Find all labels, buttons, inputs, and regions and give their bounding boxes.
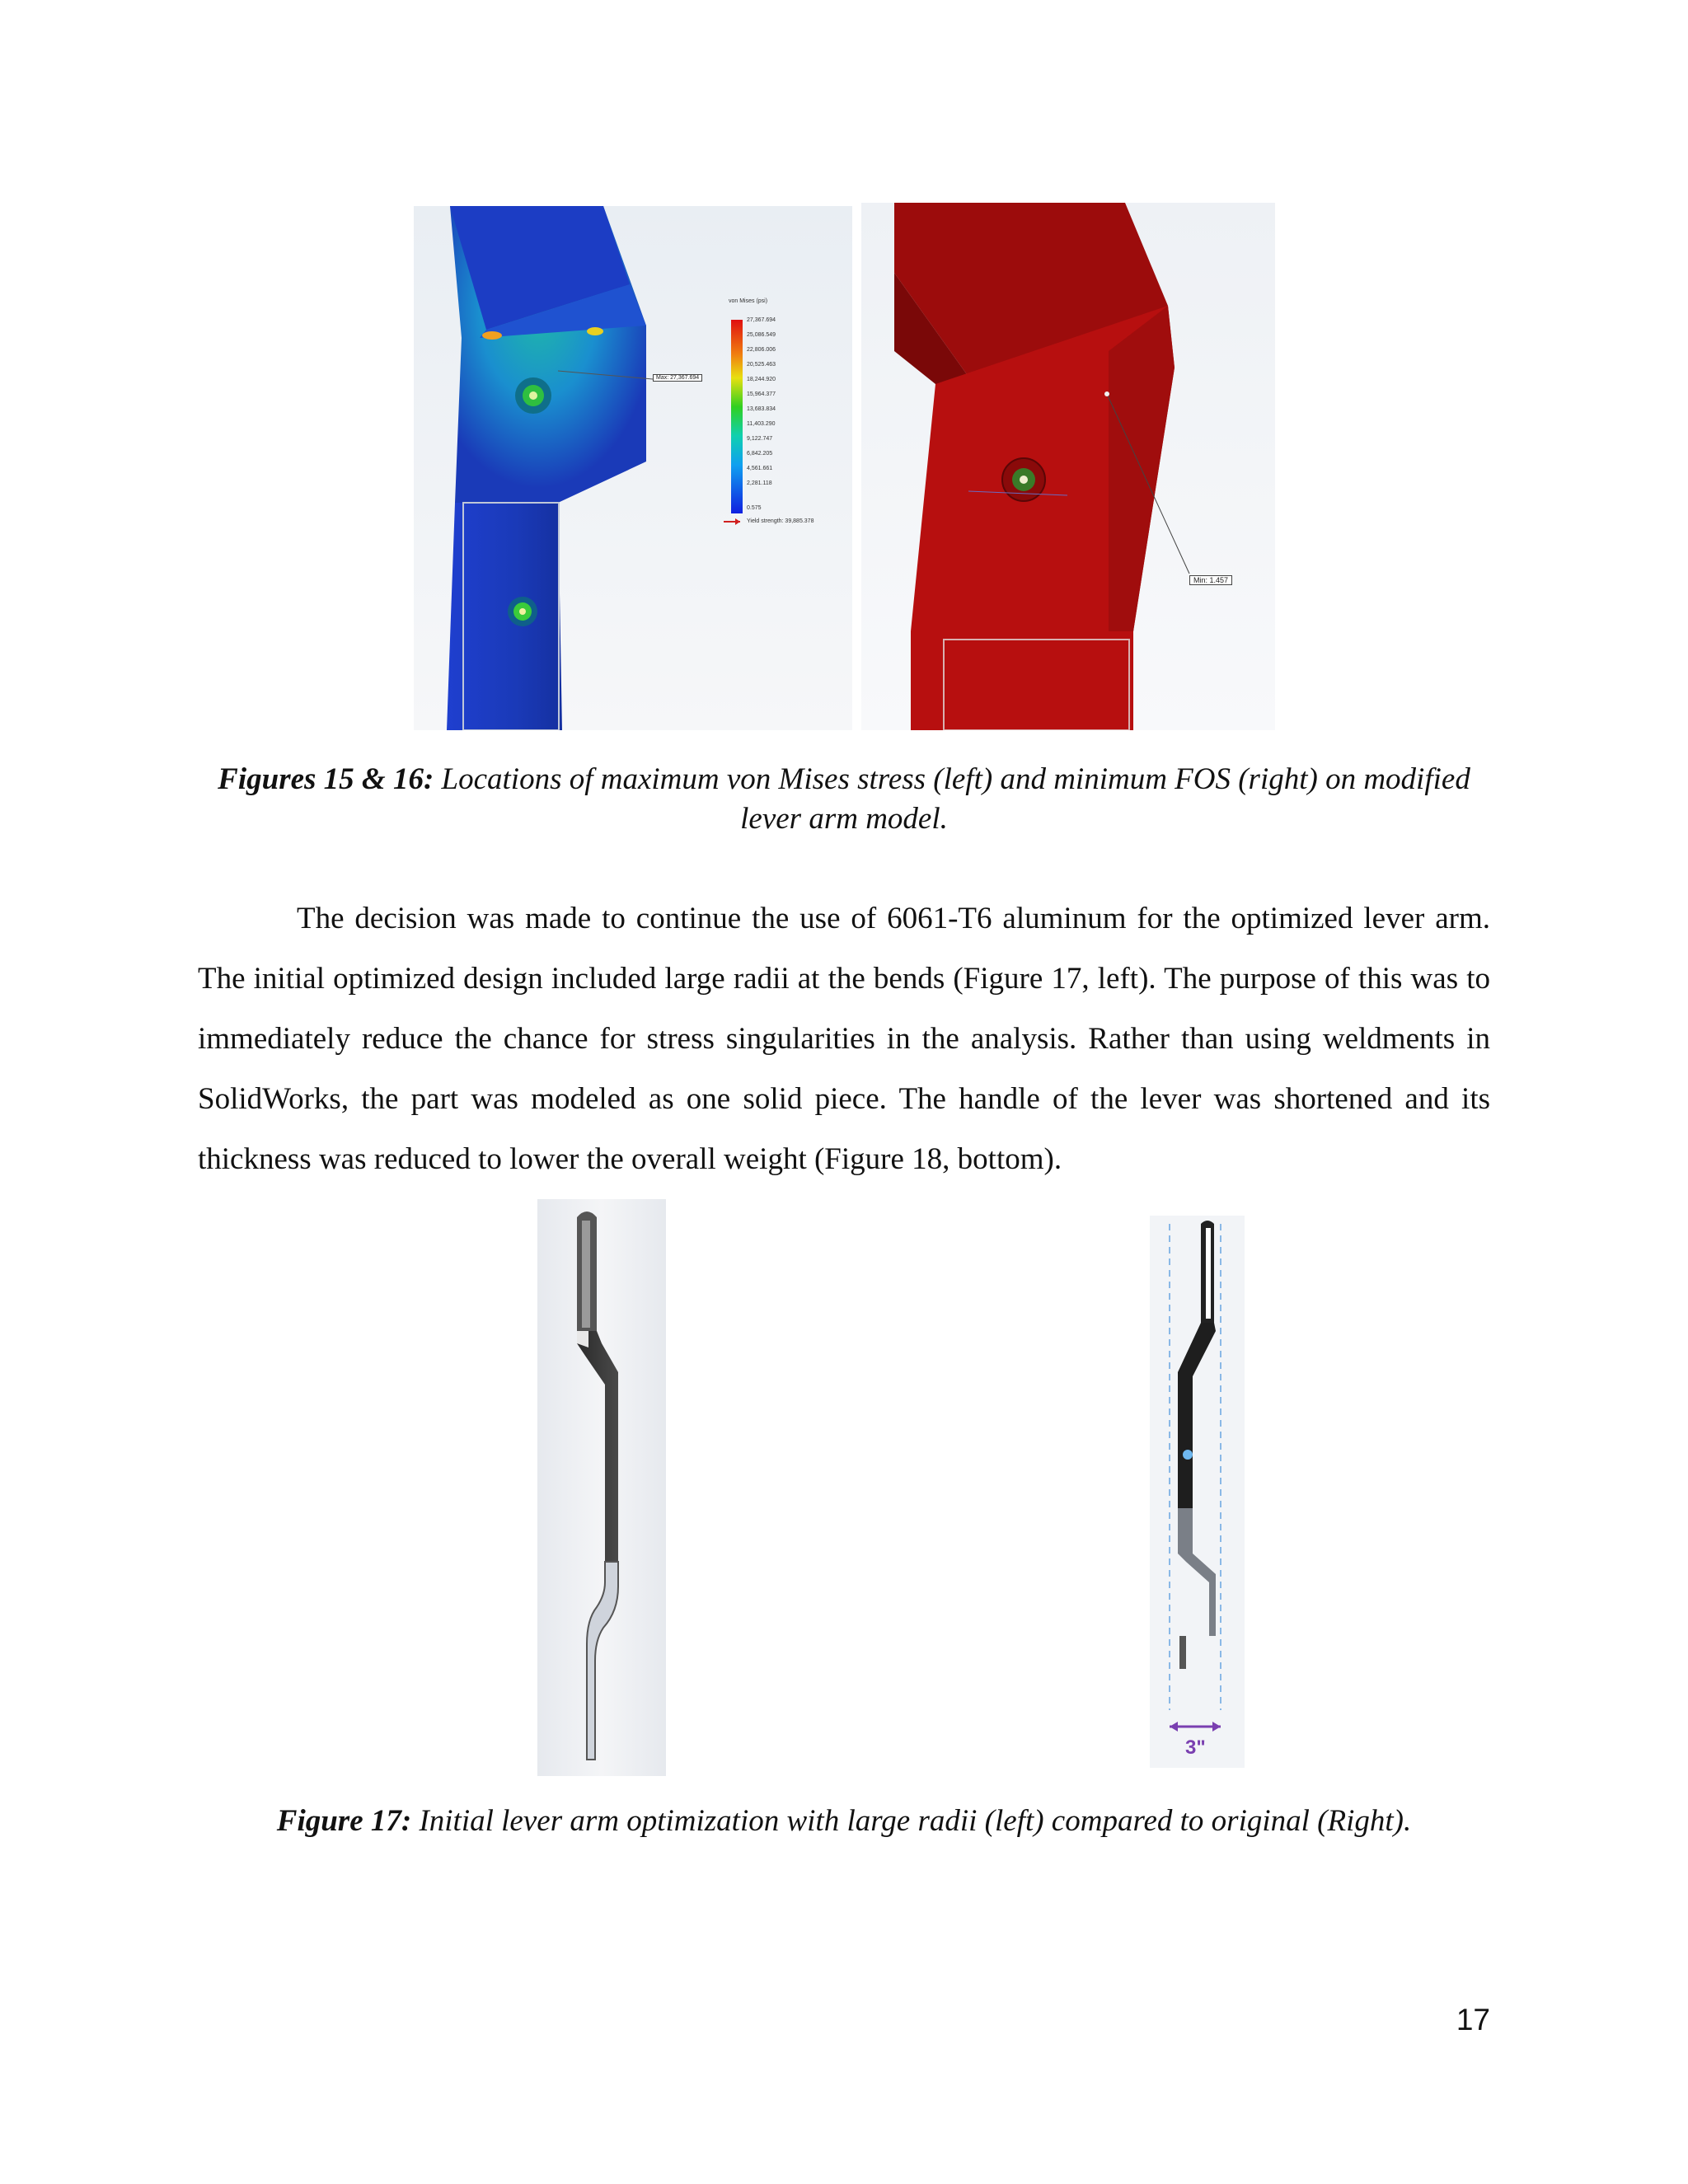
caption-label: Figures 15 & 16: <box>218 762 434 796</box>
body-paragraph <box>198 888 1490 1189</box>
figure-15-16-caption <box>198 760 1490 839</box>
caption-text: Initial lever arm optimization with large radii (left) compared to original (Right). <box>411 1804 1412 1838</box>
stress-legend-tick: 27,367.694 <box>747 317 776 323</box>
fos-plot-graphic <box>861 203 1275 730</box>
caption-text: Locations of maximum von Mises stress (left) and minimum FOS (right) on modified lever arm model. <box>434 762 1470 836</box>
stress-legend-tick: 2,281.118 <box>747 480 772 486</box>
stress-legend-tick: 0.575 <box>747 505 762 511</box>
stress-legend-tick: 18,244.920 <box>747 377 776 382</box>
page-number: 17 <box>1456 2003 1490 2036</box>
stress-legend-title: von Mises (psi) <box>729 298 768 304</box>
figure-16-fos-plot <box>861 203 1275 730</box>
stress-legend-tick: 4,561.661 <box>747 466 773 471</box>
stress-legend-tick: 13,683.834 <box>747 406 776 412</box>
dimension-label: 3" <box>1185 1736 1206 1759</box>
yield-strength-label: Yield strength: 39,885.378 <box>747 518 814 524</box>
caption-label: Figure 17: <box>276 1804 412 1838</box>
figure-17-caption <box>198 1802 1490 1841</box>
figure-17-original-lever <box>1150 1216 1245 1768</box>
min-fos-label: Min: 1.457 <box>1189 575 1232 585</box>
stress-legend-tick: 20,525.463 <box>747 362 776 368</box>
figure-17-optimized-lever <box>537 1199 666 1776</box>
stress-legend-tick: 15,964.377 <box>747 391 776 397</box>
paragraph-text: The decision was made to continue the use of 6061-T6 aluminum for the optimized lever arm. The initial optimized design included large radii at the bends (Figure 17, left). The purpose of this was to immediately reduce the chance for stress singularities in the analysis. Rather than using weldments in SolidWorks, the part was modeled as one solid piece. The handle of the lever was shortened and its thickness was reduced to lower the overall weight (Figure 18, bottom). <box>198 902 1490 1176</box>
max-stress-label: Max: 27,367.694 <box>653 374 702 382</box>
stress-legend-tick: 11,403.290 <box>747 421 776 427</box>
figure-15-stress-plot <box>414 206 852 730</box>
stress-legend-tick: 6,842.205 <box>747 451 773 457</box>
original-lever-graphic <box>1150 1216 1245 1768</box>
stress-legend-tick: 22,806.006 <box>747 347 776 353</box>
stress-legend-tick: 9,122.747 <box>747 436 773 442</box>
stress-legend-tick: 25,086.549 <box>747 332 776 338</box>
optimized-lever-graphic <box>537 1199 666 1776</box>
stress-plot-graphic <box>414 206 852 730</box>
